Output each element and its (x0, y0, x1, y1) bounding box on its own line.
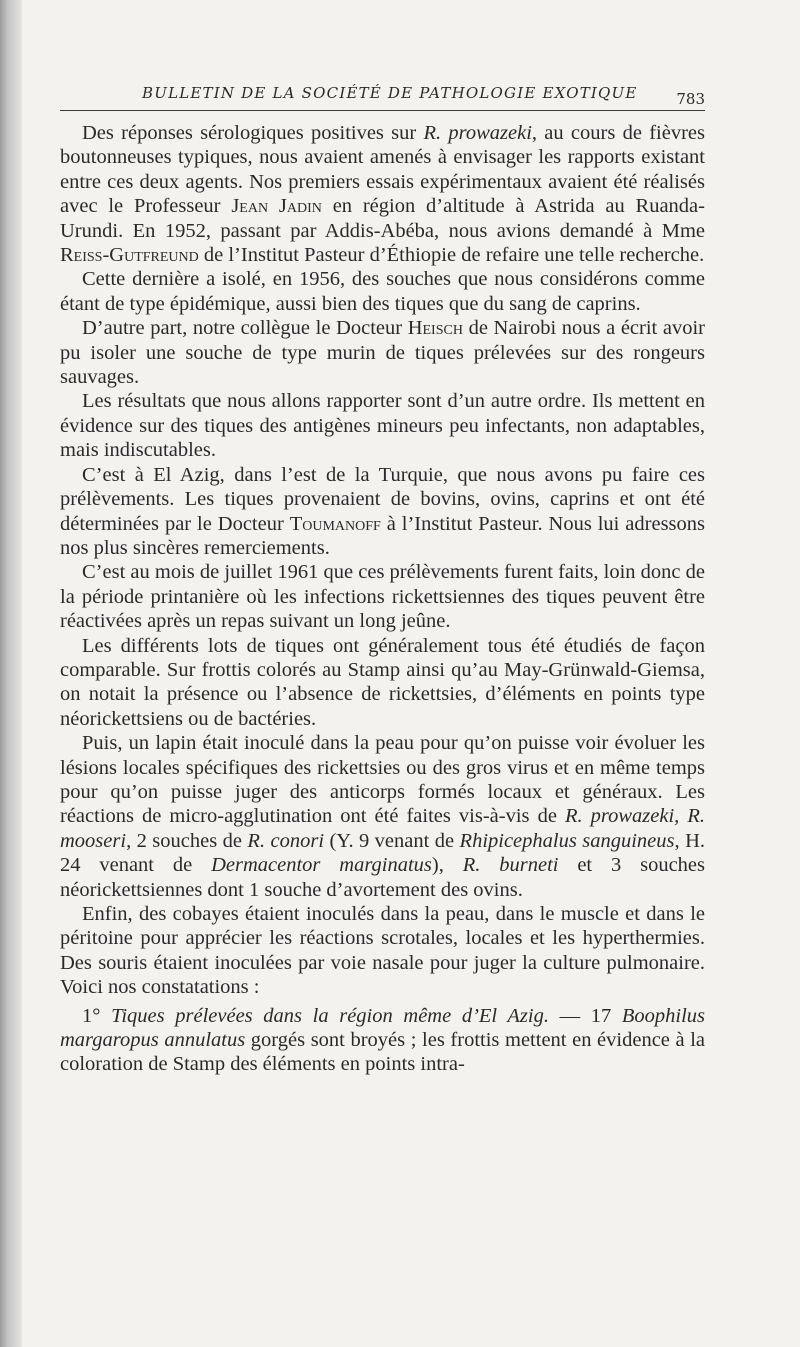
italic-text: Tiques prélevées dans la région même d’El Azig. (111, 1004, 549, 1027)
italic-text: Dermacentor marginatus (211, 854, 432, 877)
paragraph (60, 731, 705, 902)
scan-gutter-shadow (0, 0, 22, 1347)
paragraph (60, 316, 705, 389)
text-run: gorgés sont broyés ; les frottis mettent en évidence à la coloration de Stamp des éléments en points intra- (60, 1029, 706, 1076)
text-run: en région d’altitude à Astrida au Ruanda-Urundi. En 1952, passant par Addis-Abéba, nous avions demandé à Mme (60, 195, 705, 242)
text-run: C’est au mois de juillet 1961 que ces prélèvements furent faits, loin donc de la période printanière où les infections rickettsiennes des tiques peuvent être réactivées après un repas suivant un long jeûne. (60, 561, 705, 633)
paragraph (60, 121, 705, 267)
text-run: Les résultats que nous allons rapporter sont d’un autre ordre. Ils mettent en évidence sur des tiques des antigènes mineurs peu infectants, non adaptables, mais indiscutables. (60, 390, 705, 462)
italic-text: Rhipicephalus sanguineus (459, 829, 675, 852)
paragraph (60, 560, 705, 633)
paragraph (60, 902, 705, 1000)
text-run: (Y. 9 venant de (324, 829, 460, 852)
text-run: C’est à El Azig, dans l’est de la Turquie, que nous avons pu faire ces prélèvements. Les tiques provenaient de bovins, ovins, caprins et ont été déterminées par le Docteur (60, 463, 705, 535)
italic-text: R. prowazeki, R. mooseri (60, 805, 705, 852)
paragraph (60, 389, 705, 462)
paragraph (60, 463, 705, 561)
text-run: , H. 24 venant de (60, 829, 705, 877)
text-run: Cette dernière a isolé, en 1956, des souches que nous considérons comme étant de type épidémique, aussi bien des tiques que du sang de caprins. (60, 268, 705, 315)
text-run: à l’Institut Pasteur. Nous lui adressons nos plus sincères remerciements. (60, 512, 705, 559)
italic-text: R. burneti (462, 854, 559, 877)
text-run: ), (431, 854, 463, 877)
author-name: Toumanoff (289, 512, 381, 535)
journal-title: BULLETIN DE LA SOCIÉTÉ DE PATHOLOGIE EXOTIQUE (142, 84, 638, 102)
text-run: Enfin, des cobayes étaient inoculés dans la peau, dans le muscle et dans le péritoine pour apprécier les réactions scrotales, locales et les hyperthermies. Des souris étaient inoculées par voie nasale pour juger la culture pulmonaire. Voici nos constatations : (60, 903, 705, 999)
author-name: Jean Jadin (231, 195, 322, 218)
document-page (60, 78, 705, 1077)
text-run: et 3 souches néorickettsiennes dont 1 souche d’avortement des ovins. (60, 854, 706, 901)
italic-text: Boophilus margaropus annulatus (60, 1004, 706, 1052)
text-run: Des réponses sérologiques positives sur (82, 122, 424, 144)
text-run: de l’Institut Pasteur d’Éthiopie de refaire une telle recherche. (198, 244, 705, 267)
text-run: Puis, un lapin était inoculé dans la peau pour qu’on puisse voir évoluer les lésions locales spécifiques des rickettsies ou des gros virus et en même temps pour qu’on puisse juger des anticorps formés locaux et généraux. Les réactions de micro-agglutination ont été faites vis-à-vis de (60, 732, 705, 828)
italic-text: R. prowazeki (423, 122, 532, 144)
text-run: , au cours de fièvres boutonneuses typiques, nous avaient amenés à envisager les rapports existant entre ces deux agents. Nos premiers essais expérimentaux avaient été réalisés avec le Professeur (60, 122, 705, 218)
paragraph (60, 267, 705, 316)
text-run: — 17 (548, 1004, 622, 1027)
paragraph (60, 1004, 705, 1077)
italic-text: R. conori (247, 829, 325, 852)
page-number: 783 (676, 90, 705, 108)
text-run: D’autre part, notre collègue le Docteur (82, 317, 408, 340)
body-text (60, 121, 705, 1077)
author-name: Reiss-Gutfreund (60, 244, 199, 267)
text-run: 1° (82, 1004, 112, 1027)
paragraph (60, 634, 705, 732)
running-header (60, 78, 705, 111)
author-name: Heisch (407, 317, 463, 340)
text-run: Les différents lots de tiques ont généralement tous été étudiés de façon comparable. Sur frottis colorés au Stamp ainsi qu’au May-Grünwald-Giemsa, on notait la présence ou l’absence de rickettsies, d’éléments en points type néorickettsiens ou de bactéries. (60, 634, 705, 730)
text-run: de Nairobi nous a écrit avoir pu isoler une souche de type murin de tiques prélevées sur des rongeurs sauvages. (60, 317, 705, 389)
text-run: , 2 souches de (126, 829, 248, 852)
